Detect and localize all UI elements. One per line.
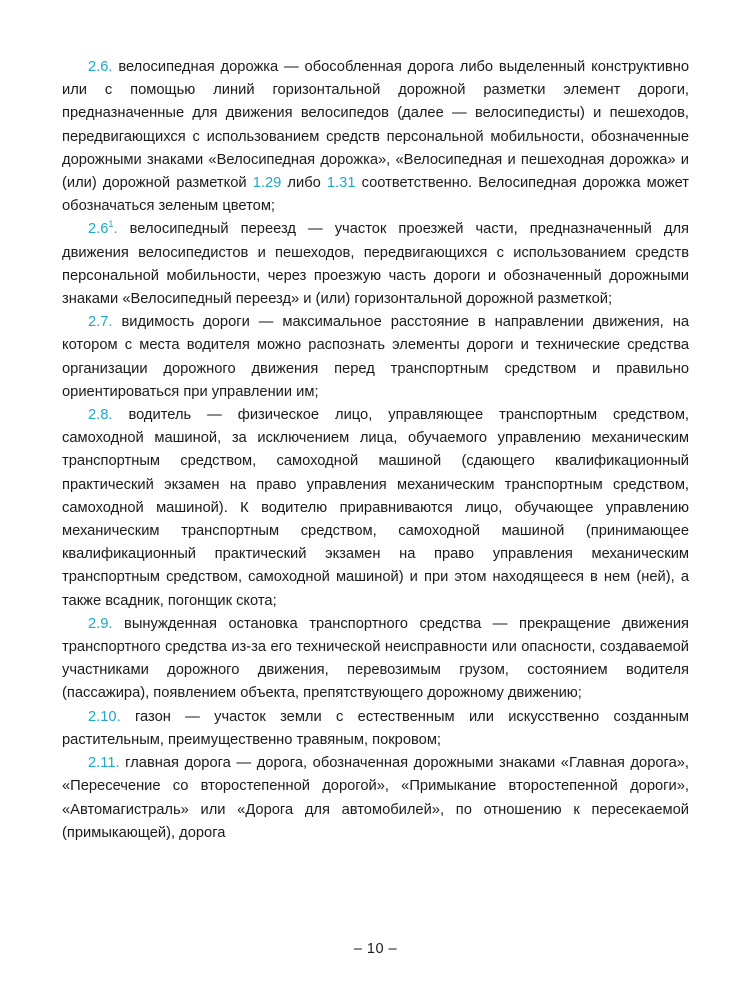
paragraph-2-9 — [62, 613, 689, 706]
clause-number: 2.11. — [88, 755, 120, 772]
paragraph-2-6 — [62, 56, 689, 218]
clause-number-superscript: 1 — [108, 219, 114, 230]
clause-text: главная дорога — дорога, обозначенная дорожными знаками «Главная дорога», «Пересечение со второстепенной дорогой», «Примыкание второстепенной дороги», «Автомагистраль» или «Дорога для автомобилей», по отношению к пересекаемой (примыкающей), дорога — [62, 755, 689, 841]
paragraph-2-7 — [62, 311, 689, 404]
clause-text-part-1: велосипедная дорожка — обособленная дорога либо выделенный конструктивно или с помощью линий горизонтальной дорожной разметки элемент дороги, предназначенные для движения велосипедов (далее — велосипедисты) и пешеходов, передвигающихся с использованием средств персональной мобильности, обозначенные дорожными знаками «Велосипедная дорожка», «Велосипедная и пешеходная дорожка» и (или) дорожной разметкой — [62, 59, 689, 192]
paragraph-2-11 — [62, 752, 689, 845]
marking-reference-1-31[interactable]: 1.31 — [326, 175, 356, 192]
document-body — [62, 56, 689, 941]
clause-number — [88, 221, 118, 237]
clause-number: 2.9. — [88, 615, 113, 632]
clause-number: 2.7. — [88, 314, 113, 331]
clause-text: водитель — физическое лицо, управляющее транспортным средством, самоходной машиной, за исключением лица, обучаемого управлению механическим транспортным средством, самоходной машиной (сдающего квалификационный практический экзамен на право управления механическим транспортным средством, самоходной машиной). К водителю приравниваются лицо, обучающее управлению механическим транспортным средством, самоходной машиной (принимающее квалификационный практический экзамен на право управления механическим транспортным средством, самоходной машиной) и при этом находящееся в нем (ней), а также всадник, погонщик скота; — [62, 407, 689, 609]
paragraph-2-10 — [62, 706, 689, 752]
clause-text-part-2: либо — [281, 175, 327, 192]
paragraph-2-8 — [62, 404, 689, 613]
clause-number: 2.6. — [88, 59, 113, 75]
clause-text: газон — участок земли с естественным или искусственно созданным растительным, преимущественно травяным, покровом; — [62, 708, 689, 748]
clause-number: 2.8. — [88, 407, 113, 424]
clause-text-part-3: соответственно. Велосипедная дорожка может обозначаться зеленым цветом; — [62, 175, 689, 215]
clause-number-suffix: . — [113, 221, 118, 238]
clause-number-base: 2.6 — [88, 221, 109, 238]
clause-text: велосипедный переезд — участок проезжей части, предназначенный для движения велосипедистов и пешеходов, передвигающихся с использованием средств персональной мобильности, через проезжую часть дороги и обозначенный дорожными знаками «Велосипедный переезд» и (или) горизонтальной дорожной разметкой; — [62, 221, 689, 308]
marking-reference-1-29[interactable]: 1.29 — [252, 175, 282, 192]
clause-text: вынужденная остановка транспортного средства — прекращение движения транспортного средства из-за его технической неисправности или опасности, создаваемой участниками дорожного движения, перевозимым грузом, состоянием водителя (пассажира), появлением объекта, препятствующего дорожному движению; — [62, 615, 689, 702]
clause-text: видимость дороги — максимальное расстояние в направлении движения, на котором с места водителя можно распознать элементы дороги и технические средства организации дорожного движения перед транспортным средством и правильно ориентироваться при управлении им; — [62, 314, 689, 400]
clause-number: 2.10. — [88, 708, 121, 725]
paragraph-2-6-1 — [62, 218, 689, 311]
page-number: – 10 – — [353, 941, 398, 957]
